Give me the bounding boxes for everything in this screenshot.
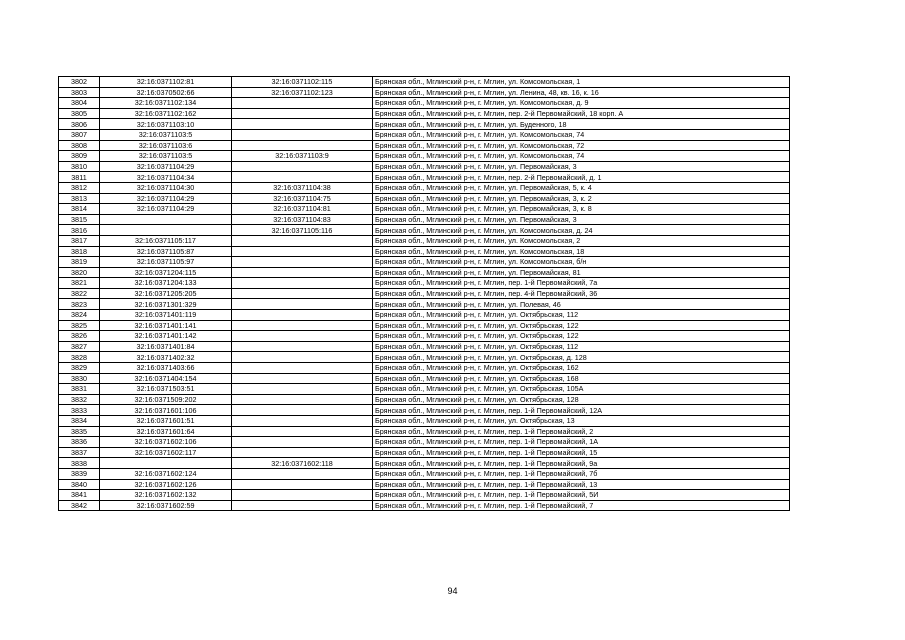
address-cell: Брянская обл., Мглинский р-н, г. Мглин, ул. Полевая, 46 xyxy=(373,299,790,310)
table-row xyxy=(59,373,790,384)
linked-cadastral-number-cell xyxy=(232,235,373,246)
address-cell: Брянская обл., Мглинский р-н, г. Мглин, ул. Комсомольская, д. 9 xyxy=(373,98,790,109)
linked-cadastral-number-cell xyxy=(232,352,373,363)
row-number-cell: 3832 xyxy=(59,394,100,405)
table-row xyxy=(59,204,790,215)
linked-cadastral-number-cell xyxy=(232,416,373,427)
address-cell: Брянская обл., Мглинский р-н, г. Мглин, пер. 2-й Первомайский, 18 корп. А xyxy=(373,108,790,119)
address-cell: Брянская обл., Мглинский р-н, г. Мглин, пер. 1-й Первомайский, 7 xyxy=(373,500,790,511)
row-number-cell: 3834 xyxy=(59,416,100,427)
row-number-cell: 3821 xyxy=(59,278,100,289)
row-number-cell: 3824 xyxy=(59,310,100,321)
table-row xyxy=(59,193,790,204)
table-row xyxy=(59,352,790,363)
linked-cadastral-number-cell xyxy=(232,288,373,299)
address-cell: Брянская обл., Мглинский р-н, г. Мглин, пер. 1-й Первомайский, 1А xyxy=(373,437,790,448)
row-number-cell: 3836 xyxy=(59,437,100,448)
table-row xyxy=(59,140,790,151)
cadastral-number-cell: 32:16:0371102:81 xyxy=(100,77,232,88)
row-number-cell: 3815 xyxy=(59,214,100,225)
cadastral-number-cell xyxy=(100,458,232,469)
linked-cadastral-number-cell xyxy=(232,267,373,278)
row-number-cell: 3828 xyxy=(59,352,100,363)
cadastral-number-cell: 32:16:0371103:10 xyxy=(100,119,232,130)
linked-cadastral-number-cell: 32:16:0371104:81 xyxy=(232,204,373,215)
address-cell: Брянская обл., Мглинский р-н, г. Мглин, ул. Комсомольская, 2 xyxy=(373,235,790,246)
table-row xyxy=(59,77,790,88)
address-cell: Брянская обл., Мглинский р-н, г. Мглин, ул. Комсомольская, 18 xyxy=(373,246,790,257)
cadastral-number-cell: 32:16:0371601:51 xyxy=(100,416,232,427)
row-number-cell: 3827 xyxy=(59,341,100,352)
table-row xyxy=(59,468,790,479)
linked-cadastral-number-cell xyxy=(232,172,373,183)
linked-cadastral-number-cell xyxy=(232,384,373,395)
row-number-cell: 3825 xyxy=(59,320,100,331)
table-row xyxy=(59,500,790,511)
linked-cadastral-number-cell xyxy=(232,108,373,119)
table-row xyxy=(59,458,790,469)
linked-cadastral-number-cell xyxy=(232,500,373,511)
cadastral-number-cell: 32:16:0371204:133 xyxy=(100,278,232,289)
row-number-cell: 3822 xyxy=(59,288,100,299)
cadastral-number-cell: 32:16:0371103:5 xyxy=(100,129,232,140)
cadastral-number-cell: 32:16:0371204:115 xyxy=(100,267,232,278)
cadastral-number-cell: 32:16:0371104:29 xyxy=(100,204,232,215)
linked-cadastral-number-cell: 32:16:0371104:38 xyxy=(232,182,373,193)
row-number-cell: 3820 xyxy=(59,267,100,278)
cadastral-number-cell: 32:16:0371105:97 xyxy=(100,257,232,268)
address-cell: Брянская обл., Мглинский р-н, г. Мглин, ул. Комсомольская, 74 xyxy=(373,129,790,140)
address-cell: Брянская обл., Мглинский р-н, г. Мглин, ул. Октябрьская, 105А xyxy=(373,384,790,395)
row-number-cell: 3826 xyxy=(59,331,100,342)
address-cell: Брянская обл., Мглинский р-н, г. Мглин, ул. Комсомольская, д. 24 xyxy=(373,225,790,236)
cadastral-number-cell: 32:16:0371401:119 xyxy=(100,310,232,321)
linked-cadastral-number-cell xyxy=(232,299,373,310)
address-cell: Брянская обл., Мглинский р-н, г. Мглин, пер. 1-й Первомайский, 7б xyxy=(373,468,790,479)
linked-cadastral-number-cell xyxy=(232,405,373,416)
address-cell: Брянская обл., Мглинский р-н, г. Мглин, ул. Октябрьская, 128 xyxy=(373,394,790,405)
row-number-cell: 3829 xyxy=(59,363,100,374)
address-cell: Брянская обл., Мглинский р-н, г. Мглин, ул. Первомайская, 3, к. 2 xyxy=(373,193,790,204)
table-row xyxy=(59,447,790,458)
linked-cadastral-number-cell xyxy=(232,119,373,130)
linked-cadastral-number-cell xyxy=(232,320,373,331)
linked-cadastral-number-cell xyxy=(232,341,373,352)
address-cell: Брянская обл., Мглинский р-н, г. Мглин, пер. 1-й Первомайский, 9а xyxy=(373,458,790,469)
table-row xyxy=(59,182,790,193)
table-row xyxy=(59,161,790,172)
cadastral-number-cell: 32:16:0371103:5 xyxy=(100,151,232,162)
linked-cadastral-number-cell xyxy=(232,310,373,321)
address-cell: Брянская обл., Мглинский р-н, г. Мглин, ул. Октябрьская, 112 xyxy=(373,341,790,352)
row-number-cell: 3810 xyxy=(59,161,100,172)
cadastral-number-cell: 32:16:0371401:141 xyxy=(100,320,232,331)
table-row xyxy=(59,225,790,236)
cadastral-number-cell: 32:16:0371105:87 xyxy=(100,246,232,257)
table-row xyxy=(59,394,790,405)
cadastral-number-cell: 32:16:0371102:162 xyxy=(100,108,232,119)
table-row xyxy=(59,331,790,342)
cadastral-number-cell: 32:16:0371602:124 xyxy=(100,468,232,479)
address-cell: Брянская обл., Мглинский р-н, г. Мглин, ул. Комсомольская, 1 xyxy=(373,77,790,88)
linked-cadastral-number-cell: 32:16:0371102:123 xyxy=(232,87,373,98)
table-row xyxy=(59,288,790,299)
address-cell: Брянская обл., Мглинский р-н, г. Мглин, ул. Комсомольская, 72 xyxy=(373,140,790,151)
table-row xyxy=(59,437,790,448)
row-number-cell: 3835 xyxy=(59,426,100,437)
cadastral-number-cell: 32:16:0371205:205 xyxy=(100,288,232,299)
address-cell: Брянская обл., Мглинский р-н, г. Мглин, ул. Первомайская, 5, к. 4 xyxy=(373,182,790,193)
row-number-cell: 3833 xyxy=(59,405,100,416)
table-row xyxy=(59,416,790,427)
table-row xyxy=(59,384,790,395)
address-cell: Брянская обл., Мглинский р-н, г. Мглин, ул. Первомайская, 3, к. 8 xyxy=(373,204,790,215)
row-number-cell: 3837 xyxy=(59,447,100,458)
address-cell: Брянская обл., Мглинский р-н, г. Мглин, ул. Октябрьская, 122 xyxy=(373,320,790,331)
address-cell: Брянская обл., Мглинский р-н, г. Мглин, пер. 1-й Первомайский, 13 xyxy=(373,479,790,490)
table-row xyxy=(59,214,790,225)
table-row xyxy=(59,108,790,119)
address-cell: Брянская обл., Мглинский р-н, г. Мглин, ул. Октябрьская, 168 xyxy=(373,373,790,384)
table-row xyxy=(59,119,790,130)
address-cell: Брянская обл., Мглинский р-н, г. Мглин, ул. Октябрьская, 13 xyxy=(373,416,790,427)
row-number-cell: 3805 xyxy=(59,108,100,119)
address-cell: Брянская обл., Мглинский р-н, г. Мглин, ул. Ленина, 48, кв. 16, к. 16 xyxy=(373,87,790,98)
linked-cadastral-number-cell: 32:16:0371104:83 xyxy=(232,214,373,225)
row-number-cell: 3804 xyxy=(59,98,100,109)
linked-cadastral-number-cell xyxy=(232,161,373,172)
linked-cadastral-number-cell xyxy=(232,246,373,257)
linked-cadastral-number-cell xyxy=(232,278,373,289)
linked-cadastral-number-cell xyxy=(232,479,373,490)
cadastral-number-cell: 32:16:0371602:132 xyxy=(100,490,232,501)
address-cell: Брянская обл., Мглинский р-н, г. Мглин, ул. Комсомольская, б/н xyxy=(373,257,790,268)
row-number-cell: 3838 xyxy=(59,458,100,469)
table-row xyxy=(59,172,790,183)
cadastral-number-cell: 32:16:0371104:29 xyxy=(100,193,232,204)
row-number-cell: 3806 xyxy=(59,119,100,130)
table-row xyxy=(59,320,790,331)
cadastral-number-cell: 32:16:0371602:126 xyxy=(100,479,232,490)
address-cell: Брянская обл., Мглинский р-н, г. Мглин, пер. 1-й Первомайский, 7а xyxy=(373,278,790,289)
cadastral-number-cell: 32:16:0371104:34 xyxy=(100,172,232,183)
row-number-cell: 3811 xyxy=(59,172,100,183)
cadastral-number-cell: 32:16:0371602:59 xyxy=(100,500,232,511)
address-cell: Брянская обл., Мглинский р-н, г. Мглин, ул. Первомайская, 3 xyxy=(373,214,790,225)
row-number-cell: 3840 xyxy=(59,479,100,490)
linked-cadastral-number-cell xyxy=(232,373,373,384)
address-cell: Брянская обл., Мглинский р-н, г. Мглин, ул. Октябрьская, д. 128 xyxy=(373,352,790,363)
row-number-cell: 3813 xyxy=(59,193,100,204)
table-row xyxy=(59,341,790,352)
page-number: 94 xyxy=(447,586,458,596)
table-row xyxy=(59,426,790,437)
cadastral-number-cell: 32:16:0370502:66 xyxy=(100,87,232,98)
address-cell: Брянская обл., Мглинский р-н, г. Мглин, ул. Октябрьская, 162 xyxy=(373,363,790,374)
linked-cadastral-number-cell xyxy=(232,257,373,268)
registry-table-body xyxy=(59,77,790,511)
cadastral-number-cell: 32:16:0371503:51 xyxy=(100,384,232,395)
address-cell: Брянская обл., Мглинский р-н, г. Мглин, ул. Первомайская, 81 xyxy=(373,267,790,278)
linked-cadastral-number-cell xyxy=(232,437,373,448)
linked-cadastral-number-cell: 32:16:0371105:116 xyxy=(232,225,373,236)
address-cell: Брянская обл., Мглинский р-н, г. Мглин, пер. 1-й Первомайский, 15 xyxy=(373,447,790,458)
table-row xyxy=(59,257,790,268)
table-row xyxy=(59,151,790,162)
address-cell: Брянская обл., Мглинский р-н, г. Мглин, пер. 1-й Первомайский, 5И xyxy=(373,490,790,501)
table-row xyxy=(59,479,790,490)
linked-cadastral-number-cell xyxy=(232,363,373,374)
table-row xyxy=(59,299,790,310)
table-row xyxy=(59,98,790,109)
table-row xyxy=(59,267,790,278)
table-row xyxy=(59,235,790,246)
cadastral-number-cell: 32:16:0371104:29 xyxy=(100,161,232,172)
address-cell: Брянская обл., Мглинский р-н, г. Мглин, ул. Октябрьская, 122 xyxy=(373,331,790,342)
row-number-cell: 3803 xyxy=(59,87,100,98)
linked-cadastral-number-cell xyxy=(232,426,373,437)
cadastral-number-cell: 32:16:0371102:134 xyxy=(100,98,232,109)
address-cell: Брянская обл., Мглинский р-н, г. Мглин, ул. Буденного, 18 xyxy=(373,119,790,130)
table-row xyxy=(59,246,790,257)
cadastral-number-cell: 32:16:0371301:329 xyxy=(100,299,232,310)
address-cell: Брянская обл., Мглинский р-н, г. Мглин, ул. Октябрьская, 112 xyxy=(373,310,790,321)
cadastral-number-cell: 32:16:0371601:106 xyxy=(100,405,232,416)
address-cell: Брянская обл., Мглинский р-н, г. Мглин, ул. Комсомольская, 74 xyxy=(373,151,790,162)
linked-cadastral-number-cell: 32:16:0371102:115 xyxy=(232,77,373,88)
linked-cadastral-number-cell xyxy=(232,447,373,458)
linked-cadastral-number-cell xyxy=(232,468,373,479)
row-number-cell: 3809 xyxy=(59,151,100,162)
address-cell: Брянская обл., Мглинский р-н, г. Мглин, пер. 2-й Первомайский, д. 1 xyxy=(373,172,790,183)
address-cell: Брянская обл., Мглинский р-н, г. Мглин, пер. 4-й Первомайский, 36 xyxy=(373,288,790,299)
cadastral-number-cell: 32:16:0371104:30 xyxy=(100,182,232,193)
table-row xyxy=(59,278,790,289)
linked-cadastral-number-cell xyxy=(232,394,373,405)
row-number-cell: 3812 xyxy=(59,182,100,193)
row-number-cell: 3817 xyxy=(59,235,100,246)
row-number-cell: 3842 xyxy=(59,500,100,511)
linked-cadastral-number-cell xyxy=(232,98,373,109)
row-number-cell: 3807 xyxy=(59,129,100,140)
table-row xyxy=(59,363,790,374)
row-number-cell: 3818 xyxy=(59,246,100,257)
linked-cadastral-number-cell: 32:16:0371602:118 xyxy=(232,458,373,469)
linked-cadastral-number-cell xyxy=(232,490,373,501)
cadastral-number-cell xyxy=(100,225,232,236)
cadastral-number-cell: 32:16:0371601:64 xyxy=(100,426,232,437)
table-row xyxy=(59,490,790,501)
table-row xyxy=(59,129,790,140)
table-row xyxy=(59,87,790,98)
row-number-cell: 3831 xyxy=(59,384,100,395)
cadastral-number-cell: 32:16:0371105:117 xyxy=(100,235,232,246)
linked-cadastral-number-cell xyxy=(232,331,373,342)
cadastral-number-cell: 32:16:0371403:66 xyxy=(100,363,232,374)
row-number-cell: 3808 xyxy=(59,140,100,151)
address-cell: Брянская обл., Мглинский р-н, г. Мглин, ул. Первомайская, 3 xyxy=(373,161,790,172)
cadastral-number-cell: 32:16:0371404:154 xyxy=(100,373,232,384)
cadastral-number-cell: 32:16:0371401:142 xyxy=(100,331,232,342)
linked-cadastral-number-cell xyxy=(232,129,373,140)
row-number-cell: 3841 xyxy=(59,490,100,501)
row-number-cell: 3823 xyxy=(59,299,100,310)
registry-table xyxy=(58,76,790,511)
table-row xyxy=(59,310,790,321)
cadastral-number-cell: 32:16:0371602:106 xyxy=(100,437,232,448)
row-number-cell: 3814 xyxy=(59,204,100,215)
row-number-cell: 3839 xyxy=(59,468,100,479)
cadastral-number-cell: 32:16:0371401:84 xyxy=(100,341,232,352)
cadastral-number-cell: 32:16:0371509:202 xyxy=(100,394,232,405)
cadastral-number-cell: 32:16:0371103:6 xyxy=(100,140,232,151)
address-cell: Брянская обл., Мглинский р-н, г. Мглин, пер. 1-й Первомайский, 12А xyxy=(373,405,790,416)
cadastral-number-cell: 32:16:0371402:32 xyxy=(100,352,232,363)
row-number-cell: 3819 xyxy=(59,257,100,268)
row-number-cell: 3816 xyxy=(59,225,100,236)
row-number-cell: 3802 xyxy=(59,77,100,88)
row-number-cell: 3830 xyxy=(59,373,100,384)
linked-cadastral-number-cell: 32:16:0371104:75 xyxy=(232,193,373,204)
cadastral-number-cell xyxy=(100,214,232,225)
linked-cadastral-number-cell: 32:16:0371103:9 xyxy=(232,151,373,162)
address-cell: Брянская обл., Мглинский р-н, г. Мглин, пер. 1-й Первомайский, 2 xyxy=(373,426,790,437)
cadastral-number-cell: 32:16:0371602:117 xyxy=(100,447,232,458)
table-row xyxy=(59,405,790,416)
linked-cadastral-number-cell xyxy=(232,140,373,151)
